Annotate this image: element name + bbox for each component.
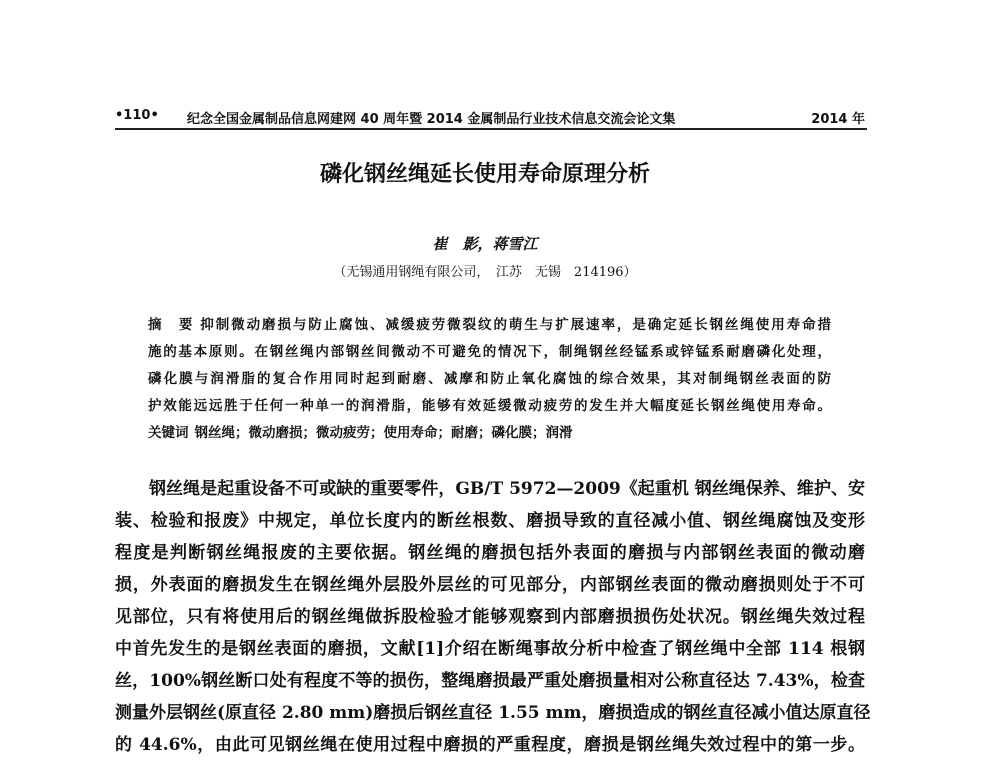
abstract-text: 抑制微动磨损与防止腐蚀、减缓疲劳微裂纹的萌生与扩展速率，是确定延长钢丝绳使用寿命措 [200, 317, 832, 333]
body-line: 见部位，只有将使用后的钢丝绳做拆股检验才能够观察到内部磨损损伤处状况。钢丝绳失效过程 [115, 607, 865, 627]
authors: 崔 影，蒋雪江 [432, 235, 538, 253]
body-line: 钢丝绳是起重设备不可或缺的重要零件，GB/T 5972—2009《起重机 钢丝绳保养、维护、安 [149, 479, 865, 499]
page-number: •110• [115, 108, 159, 123]
abstract-line [148, 315, 831, 342]
keywords-label: 关键词 [148, 425, 189, 441]
abstract-line: 磷化膜与润滑脂的复合作用同时起到耐磨、减摩和防止氧化腐蚀的综合效果，其对制绳钢丝表面的防 [148, 371, 831, 387]
body-line: 丝，100%钢丝断口处有程度不等的损伤，整绳磨损最严重处磨损量相对公称直径达 7.43%，检查 [115, 671, 865, 691]
abstract-line: 护效能远远胜于任何一种单一的润滑脂，能够有效延缓微动疲劳的发生并大幅度延长钢丝绳使用寿命。 [148, 398, 831, 414]
body-line: 测量外层钢丝(原直径 2.80 mm)磨损后钢丝直径 1.55 mm，磨损造成的钢丝直径减小值达原直径 [115, 703, 871, 723]
running-header [115, 106, 867, 130]
body-text [115, 477, 871, 765]
body-line: 损，外表面的磨损发生在钢丝绳外层股外层丝的可见部分，内部钢丝表面的微动磨损则处于不可 [115, 575, 865, 595]
abstract-line: 施的基本原则。在钢丝绳内部钢丝间微动不可避免的情况下，制绳钢丝经锰系或锌锰系耐磨磷化处理， [148, 344, 831, 360]
body-line: 程度是判断钢丝绳报废的主要依据。钢丝绳的磨损包括外表面的磨损与内部钢丝表面的微动磨 [115, 543, 865, 563]
affiliation: （无锡通用钢绳有限公司， 江苏 无锡 214196） [333, 265, 637, 280]
keywords: 钢丝绳；微动磨损；微动疲劳；使用寿命；耐磨；磷化膜；润滑 [194, 425, 573, 441]
keywords-line [148, 423, 831, 450]
paper-title: 磷化钢丝绳延长使用寿命原理分析 [319, 162, 650, 187]
journal-title: 纪念全国金属制品信息网建网 40 周年暨 2014 金属制品行业技术信息交流会论文集 [187, 112, 676, 127]
body-line: 中首先发生的是钢丝表面的磨损，文献[1]介绍在断绳事故分析中检查了钢丝绳中全部 114 根钢 [115, 639, 865, 659]
abstract-label: 摘 要 [148, 317, 195, 333]
journal-year: 2014 年 [811, 112, 865, 127]
abstract [148, 315, 831, 450]
body-line: 的 44.6%，由此可见钢丝绳在使用过程中磨损的严重程度，磨损是钢丝绳失效过程中的第一步。 [115, 735, 865, 755]
body-line: 装、检验和报废》中规定，单位长度内的断丝根数、磨损导致的直径减小值、钢丝绳腐蚀及变形 [115, 511, 865, 531]
